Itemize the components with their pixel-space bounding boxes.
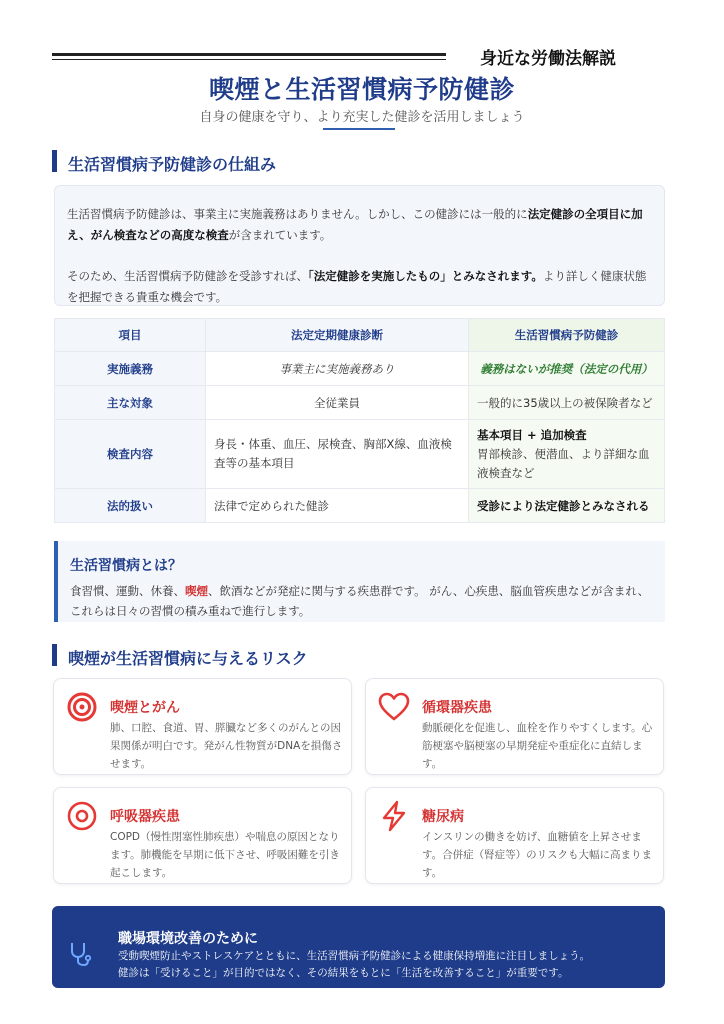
definition-text: 食習慣、運動、休養、喫煙、飲酒などが発症に関与する疾患群です。 がん、心疾患、脳血管疾患などが含まれ、これらは日々の習慣の積み重ねで進行します。 <box>70 584 650 618</box>
banner-line-1: 受動喫煙防止やストレスケアとともに、生活習慣病予防健診による健康保持増進に注目しましょう。 <box>118 950 591 962</box>
table-row <box>55 489 665 523</box>
risk-card-text: 肺、口腔、食道、胃、膵臓など多くのがんとの因果関係が明白です。発がん性物質がDNAを損傷させます。 <box>110 722 343 770</box>
section-title-risks: 喫煙が生活習慣病に与えるリスク <box>68 649 308 668</box>
target-icon <box>66 691 98 723</box>
section-marker <box>52 644 57 666</box>
intro-card <box>54 185 665 306</box>
legal-cell: 身長・体重、血圧、尿検査、胸部X線、血液検査等の基本項目 <box>206 420 469 489</box>
lifestyle-cell-heading: 基本項目 + 追加検査 <box>477 427 587 442</box>
row-label: 検査内容 <box>55 420 206 489</box>
table-header: 項目 <box>55 319 206 352</box>
series-title: 身近な労働法解説 <box>480 49 616 69</box>
table-row <box>55 420 665 489</box>
legal-cell: 事業主に実施義務あり <box>206 352 469 386</box>
row-label: 主な対象 <box>55 386 206 420</box>
risk-card-title: 喫煙とがん <box>110 700 180 716</box>
subtitle-underline <box>323 128 395 130</box>
lifestyle-cell: 一般的に35歳以上の被保険者など <box>469 386 665 420</box>
lungs-icon <box>66 800 98 832</box>
heart-icon <box>378 691 410 723</box>
legal-cell: 法律で定められた健診 <box>206 489 469 523</box>
table-header: 法定定期健康診断 <box>206 319 469 352</box>
banner-title: 職場環境改善のために <box>118 931 258 947</box>
lifestyle-cell <box>469 420 665 489</box>
table-row <box>55 386 665 420</box>
legal-cell: 全従業員 <box>206 386 469 420</box>
intro-paragraph-1: 生活習慣病予防健診は、事業主に実施義務はありません。しかし、この健診には一般的に法定健診の全項目に加え、がん検査などの高度な検査が含まれています。 <box>67 207 643 242</box>
risk-card-circulatory <box>365 678 664 775</box>
risk-card-text: 動脈硬化を促進し、血栓を作りやすくします。心筋梗塞や脳梗塞の早期発症や重症化に直結します。 <box>422 722 653 770</box>
stethoscope-icon <box>66 940 94 968</box>
risk-card-cancer <box>53 678 352 775</box>
intro-paragraph-2: そのため、生活習慣病予防健診を受診すれば、「法定健診を実施したもの」とみなされます。より詳しく健康状態を把握できる貴重な機会です。 <box>67 269 647 304</box>
risk-card-text: COPD（慢性閉塞性肺疾患）や喘息の原因となります。肺機能を早期に低下させ、呼吸困難を引き起こします。 <box>110 831 340 879</box>
risk-card-respiratory <box>53 787 352 884</box>
definition-title: 生活習慣病とは？ <box>70 558 182 574</box>
workplace-banner <box>52 906 665 988</box>
risk-card-title: 循環器疾患 <box>422 700 492 716</box>
section-title-mechanism: 生活習慣病予防健診の仕組み <box>68 155 277 174</box>
header-rule-thin <box>52 59 446 60</box>
risk-card-title: 呼吸器疾患 <box>110 809 180 825</box>
comparison-table <box>54 318 665 523</box>
table-header: 生活習慣病予防健診 <box>469 319 665 352</box>
table-header-row <box>55 319 665 352</box>
header-rule-thick <box>52 53 446 56</box>
banner-line-2: 健診は「受けること」が目的ではなく、その結果をもとに「生活を改善すること」が重要です。 <box>118 967 569 979</box>
risk-card-text: インスリンの働きを妨げ、血糖値を上昇させます。合併症（腎症等）のリスクも大幅に高まります。 <box>422 831 652 879</box>
row-label: 法的扱い <box>55 489 206 523</box>
definition-box <box>54 541 665 622</box>
table-row <box>55 352 665 386</box>
banner-text <box>118 948 658 982</box>
risk-card-diabetes <box>365 787 664 884</box>
risk-card-title: 糖尿病 <box>422 809 464 825</box>
lifestyle-cell: 受診により法定健診とみなされる <box>469 489 665 523</box>
lifestyle-cell: 義務はないが推奨（法定の代用） <box>469 352 665 386</box>
lifestyle-cell-detail: 胃部検診、便潜血、より詳細な血液検査など <box>477 446 650 480</box>
section-marker <box>52 150 57 172</box>
row-label: 実施義務 <box>55 352 206 386</box>
page-subtitle: 自身の健康を守り、より充実した健診を活用しましょう <box>199 110 525 125</box>
bolt-icon <box>378 800 410 832</box>
page-title: 喫煙と生活習慣病予防健診 <box>208 75 515 104</box>
